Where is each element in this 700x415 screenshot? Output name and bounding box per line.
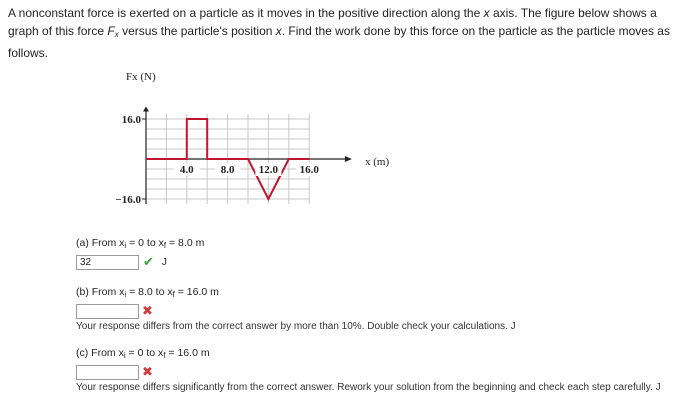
- problem-text: A nonconstant force is exerted on a particle as it moves in the positive direction along the: [8, 6, 484, 20]
- x-axis-arrow: [345, 156, 352, 162]
- part-b-unit: J: [510, 321, 516, 332]
- x-variable: x: [275, 24, 282, 38]
- problem-text: . Find the work done by this force on the particle as the particle moves as follows.: [8, 24, 670, 60]
- force-position-graph: [100, 62, 400, 222]
- y-axis-label: Fx (N): [126, 71, 156, 83]
- y-tick-label: 16.0: [121, 114, 141, 126]
- part-c: [76, 346, 666, 394]
- x-tick-label: 8.0: [220, 164, 235, 176]
- force-symbol: F: [107, 24, 115, 38]
- problem-text: axis. The figure below shows a graph of this force: [8, 6, 657, 38]
- part-a-answer-row: [76, 254, 204, 270]
- y-tick-label: −16.0: [115, 194, 141, 206]
- part-b-answer-row: [76, 303, 516, 319]
- x-tick-label: 12.0: [258, 164, 279, 176]
- x-axis-label: x (m): [365, 156, 390, 168]
- part-a: [76, 236, 204, 270]
- check-icon: ✔: [143, 254, 154, 269]
- y-axis-arrow: [143, 107, 149, 112]
- part-a-unit: J: [161, 256, 167, 268]
- cross-icon: ✖: [142, 303, 153, 318]
- problem-text: versus the particle's position: [118, 24, 276, 38]
- x-variable: x: [483, 6, 490, 20]
- part-c-label: (c) From $x_i = 0$ to $x_f = 16.0$ m: [76, 347, 210, 360]
- cross-icon: ✖: [142, 364, 153, 379]
- part-b: [76, 285, 516, 333]
- part-b-answer-input[interactable]: [76, 304, 139, 319]
- part-c-answer-row: [76, 364, 666, 380]
- part-a-label: (a) From $x_i = 0$ to $x_f = 8.0$ m: [76, 237, 205, 250]
- force-subscript: x: [114, 30, 119, 39]
- part-c-answer-input[interactable]: [76, 365, 139, 380]
- part-b-feedback: Your response differs from the correct answer by more than 10%. Double check your calculations. J: [76, 321, 516, 332]
- x-tick-label: 4.0: [179, 164, 194, 176]
- part-c-feedback: Your response differs significantly from the correct answer. Rework your solution from the beginning and check each step carefully. J: [76, 382, 661, 393]
- part-a-answer-input[interactable]: 32: [76, 255, 139, 270]
- part-c-unit: J: [655, 382, 661, 393]
- x-tick-label: 16.0: [299, 164, 319, 176]
- problem-statement: [8, 4, 688, 62]
- part-b-label: (b) From $x_i = 8.0$ to $x_f = 16.0$ m: [76, 286, 219, 299]
